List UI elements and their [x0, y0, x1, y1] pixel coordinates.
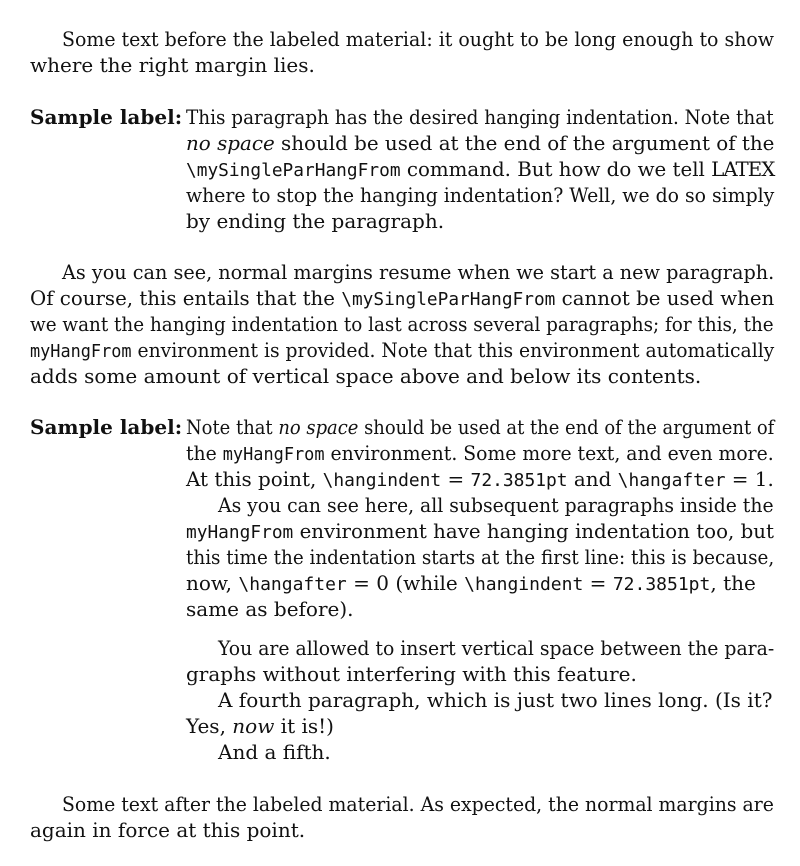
code-text: \mySingleParHangFrom: [186, 160, 401, 181]
outro-line-1: Some text after the labeled material. As expected, the normal margins are: [62, 792, 774, 816]
text-span: environment. Some more text, and even more.: [324, 441, 774, 465]
text-span: environment is provided. Note that this environment automatically: [131, 338, 775, 362]
code-text: \hangindent: [322, 470, 442, 491]
para2-line-1: As you can see, normal margins resume when we start a new paragraph.: [62, 260, 775, 284]
block2-line-9: You are allowed to insert vertical space between the para-: [218, 636, 775, 660]
block2-line-7: [186, 570, 756, 598]
outro-line-2: again in force at this point.: [30, 818, 306, 842]
code-text: myHangFrom: [186, 522, 294, 543]
block1-line-3: [186, 156, 774, 184]
code-text: 72.3851pt: [612, 574, 711, 595]
block1-line-1: This paragraph has the desired hanging indentation. Note that: [186, 105, 774, 129]
block1-line-5: by ending the paragraph.: [186, 209, 445, 233]
text-span: now,: [186, 571, 239, 595]
text-span: Of course, this entails that the: [30, 286, 342, 310]
emph-text: no space: [278, 415, 359, 439]
sample-label-1: Sample label:: [30, 105, 183, 129]
latex-logo: LATEX: [711, 157, 775, 181]
block1-line-2: [186, 130, 774, 156]
code-text: \mySingleParHangFrom: [341, 289, 556, 310]
block2-line-12: [186, 713, 334, 739]
text-span: environment have hanging indentation too, but: [293, 519, 774, 543]
para2-line-5: adds some amount of vertical space above and below its contents.: [30, 364, 702, 388]
text-span: = 1.: [725, 467, 774, 491]
block2-line-1: [186, 414, 774, 440]
block2-line-4: As you can see here, all subsequent paragraphs inside the: [218, 493, 774, 517]
para2-line-3: we want the hanging indentation to last across several paragraphs; for this, the: [30, 312, 774, 336]
block2-line-3: [186, 466, 774, 494]
text-span: and: [567, 467, 618, 491]
text-span: At this point,: [186, 467, 323, 491]
block2-line-11: A fourth paragraph, which is just two lines long. (Is it?: [218, 688, 773, 712]
text-span: cannot be used when: [555, 286, 775, 310]
text-span: it is!): [274, 714, 334, 738]
text-span: , the: [710, 571, 756, 595]
code-text: myHangFrom: [222, 444, 325, 465]
block2-line-10: graphs without interfering with this feature.: [186, 662, 637, 686]
text-span: =: [441, 467, 471, 491]
code-text: \hangindent: [464, 574, 584, 595]
block2-line-8: same as before).: [186, 597, 354, 621]
text-span: Note that: [186, 415, 279, 439]
emph-text: no space: [186, 131, 275, 155]
block2-line-5: [186, 518, 774, 546]
para2-line-2: [30, 285, 774, 313]
text-span: command. But how do we tell: [400, 157, 712, 181]
code-text: myHangFrom: [30, 341, 132, 362]
sample-label-2: Sample label:: [30, 415, 183, 439]
text-span: should be used at the end of the argument of: [358, 415, 775, 439]
block2-line-2: [186, 440, 774, 468]
code-text: \hangafter: [617, 470, 726, 491]
code-text: 72.3851pt: [470, 470, 568, 491]
block2-line-13: And a fifth.: [218, 740, 331, 764]
emph-text: now: [232, 714, 275, 738]
text-span: Yes,: [186, 714, 233, 738]
intro-line-1: Some text before the labeled material: it ought to be long enough to show: [62, 27, 775, 51]
text-span: the: [186, 441, 223, 465]
para2-line-4: [30, 337, 774, 365]
code-text: \hangafter: [238, 574, 347, 595]
block1-line-4: where to stop the hanging indentation? Well, we do so simply: [186, 183, 775, 207]
text-span: = 0 (while: [346, 571, 465, 595]
intro-line-2: where the right margin lies.: [30, 53, 315, 77]
block2-line-6: this time the indentation starts at the first line: this is because,: [186, 545, 775, 569]
text-span: =: [583, 571, 613, 595]
text-span: should be used at the end of the argument of the: [274, 131, 775, 155]
